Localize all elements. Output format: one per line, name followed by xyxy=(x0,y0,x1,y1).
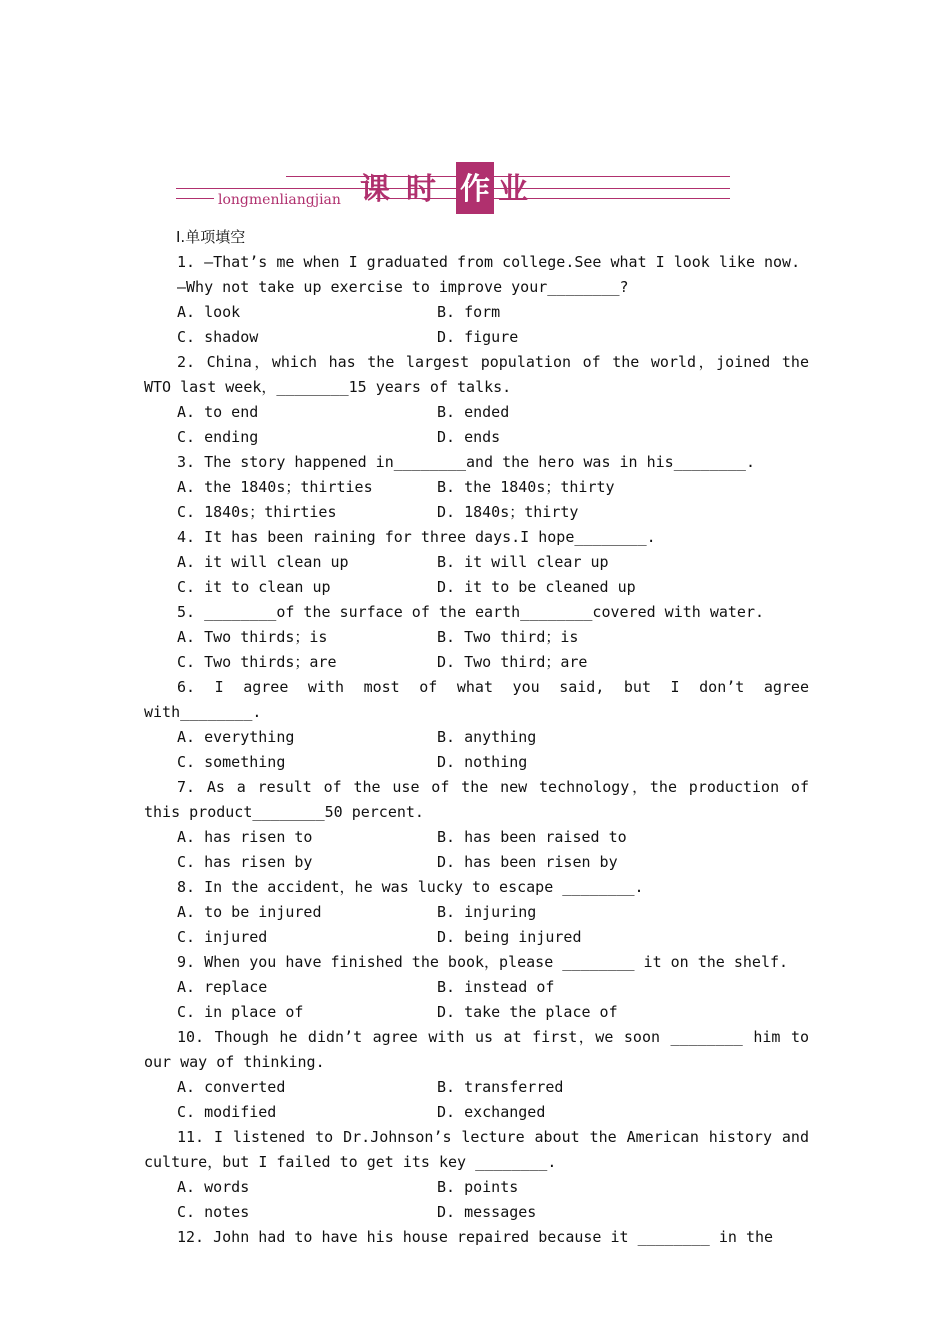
answer-option: C. ending xyxy=(177,428,259,446)
question-stem: 8. In the accident，he was lucky to escape ________. xyxy=(177,878,644,896)
section-title: Ⅰ.单项填空 xyxy=(176,228,246,246)
answer-option: B. ended xyxy=(437,403,510,421)
answer-option: C. 1840s；thirties xyxy=(177,503,337,521)
answer-option: D. exchanged xyxy=(437,1103,546,1121)
answer-option: A. it will clean up xyxy=(177,553,349,571)
options-row xyxy=(144,1000,809,1025)
answer-option: C. modified xyxy=(177,1103,277,1121)
options-row xyxy=(144,925,809,950)
answer-option: D. has been risen by xyxy=(437,853,618,871)
options-row xyxy=(144,500,809,525)
options-row xyxy=(144,1075,809,1100)
options-row xyxy=(144,575,809,600)
exercise-content xyxy=(144,225,809,1250)
options-row xyxy=(144,1175,809,1200)
question-stem: 9. When you have finished the book，please ________ it on the shelf. xyxy=(177,953,789,971)
answer-option: C. Two thirds；are xyxy=(177,653,337,671)
question-stem: 2. China，which has the largest population of the world，joined the WTO last week，________15 years of talks. xyxy=(144,353,809,396)
answer-option: D. take the place of xyxy=(437,1003,618,1021)
options-row xyxy=(144,750,809,775)
options-row xyxy=(144,475,809,500)
banner-subtitle: longmenliangjian xyxy=(218,192,341,208)
options-row xyxy=(144,1100,809,1125)
answer-option: D. figure xyxy=(437,328,519,346)
options-row xyxy=(144,900,809,925)
answer-option: B. has been raised to xyxy=(437,828,627,846)
options-row xyxy=(144,1200,809,1225)
answer-option: A. Two thirds；is xyxy=(177,628,328,646)
answer-option: B. instead of xyxy=(437,978,555,996)
question-list xyxy=(144,250,809,1250)
answer-option: C. in place of xyxy=(177,1003,304,1021)
question-stem: 10. Though he didn’t agree with us at first，we soon ________ him to our way of thinking. xyxy=(144,1028,809,1071)
options-row xyxy=(144,650,809,675)
answer-option: D. nothing xyxy=(437,753,528,771)
answer-option: B. anything xyxy=(437,728,537,746)
answer-option: C. something xyxy=(177,753,286,771)
question-stem-line: —Why not take up exercise to improve your________? xyxy=(177,278,629,296)
answer-option: A. look xyxy=(177,303,241,321)
answer-option: B. form xyxy=(437,303,501,321)
options-row xyxy=(144,850,809,875)
question-stem: 1. —That’s me when I graduated from college.See what I look like now. xyxy=(177,253,801,271)
answer-option: B. injuring xyxy=(437,903,537,921)
question-stem: 12. John had to have his house repaired because it ________ in the xyxy=(177,1228,774,1246)
answer-option: A. words xyxy=(177,1178,250,1196)
answer-option: C. notes xyxy=(177,1203,250,1221)
header-banner xyxy=(176,150,730,216)
page-title: 课时 作 业 xyxy=(360,162,544,214)
question-stem: 4. It has been raining for three days.I hope________. xyxy=(177,528,656,546)
title-highlight: 作 xyxy=(456,162,494,214)
options-row xyxy=(144,825,809,850)
answer-option: B. it will clear up xyxy=(437,553,609,571)
answer-option: B. Two third；is xyxy=(437,628,579,646)
answer-option: B. transferred xyxy=(437,1078,564,1096)
answer-option: D. ends xyxy=(437,428,501,446)
options-row xyxy=(144,425,809,450)
options-row xyxy=(144,725,809,750)
answer-option: C. has risen by xyxy=(177,853,313,871)
options-row xyxy=(144,625,809,650)
question-stem: 3. The story happened in________and the hero was in his________. xyxy=(177,453,755,471)
banner-rule xyxy=(176,198,214,199)
answer-option: D. Two third；are xyxy=(437,653,588,671)
options-row xyxy=(144,300,809,325)
options-row xyxy=(144,550,809,575)
question-stem: 6. I agree with most of what you said, but I don’t agree with________. xyxy=(144,678,809,721)
answer-option: C. it to clean up xyxy=(177,578,331,596)
answer-option: A. the 1840s；thirties xyxy=(177,478,373,496)
answer-option: A. converted xyxy=(177,1078,286,1096)
options-row xyxy=(144,400,809,425)
answer-option: D. messages xyxy=(437,1203,537,1221)
question-stem: 7. As a result of the use of the new technology，the production of this product________50 percent. xyxy=(144,778,809,821)
answer-option: A. has risen to xyxy=(177,828,313,846)
answer-option: A. to end xyxy=(177,403,259,421)
answer-option: D. it to be cleaned up xyxy=(437,578,636,596)
answer-option: A. everything xyxy=(177,728,295,746)
options-row xyxy=(144,975,809,1000)
answer-option: A. replace xyxy=(177,978,268,996)
question-stem: 5. ________of the surface of the earth________covered with water. xyxy=(177,603,764,621)
question-stem: 11. I listened to Dr.Johnson’s lecture about the American history and culture，but I failed to get its key ________. xyxy=(144,1128,809,1171)
answer-option: B. points xyxy=(437,1178,519,1196)
answer-option: B. the 1840s；thirty xyxy=(437,478,615,496)
answer-option: C. injured xyxy=(177,928,268,946)
answer-option: D. 1840s；thirty xyxy=(437,503,579,521)
answer-option: A. to be injured xyxy=(177,903,322,921)
answer-option: C. shadow xyxy=(177,328,259,346)
options-row xyxy=(144,325,809,350)
answer-option: D. being injured xyxy=(437,928,582,946)
